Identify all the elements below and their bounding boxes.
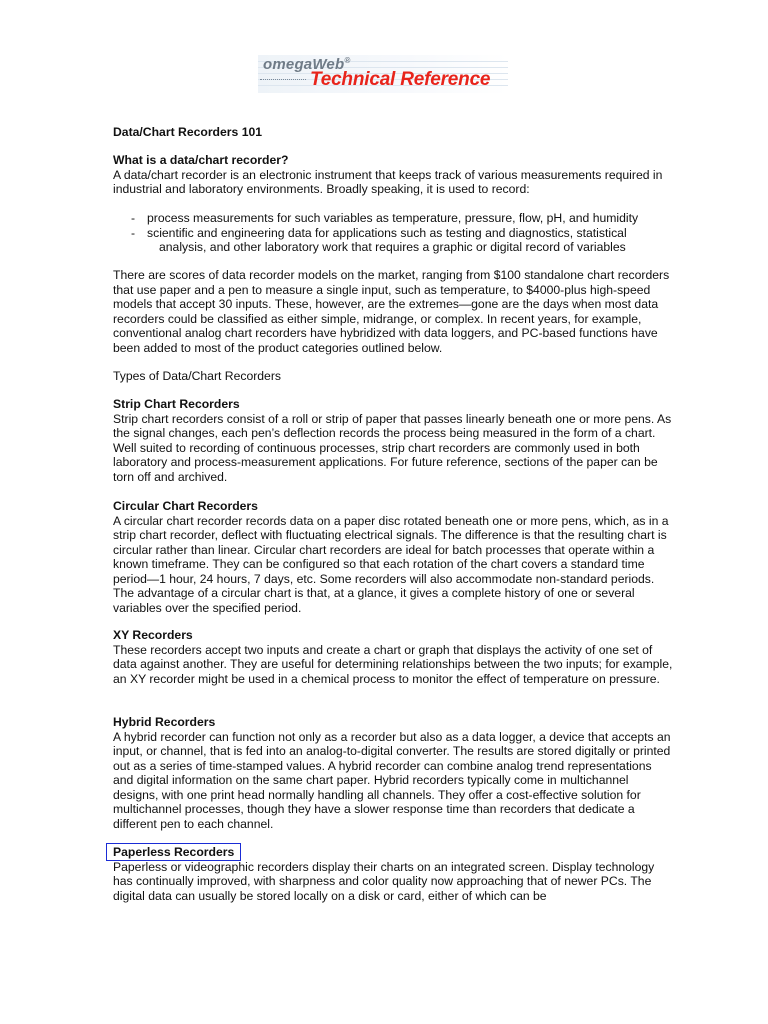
intro-section xyxy=(113,153,673,197)
bullet-text-continued: analysis, and other laboratory work that requires a graphic or digital record of variables xyxy=(159,240,626,254)
bullet-text: process measurements for such variables as temperature, pressure, flow, pH, and humidity xyxy=(147,211,639,225)
bullet-text: scientific and engineering data for applications such as testing and diagnostics, statistical xyxy=(147,225,627,240)
xy-recorders-section xyxy=(113,628,673,686)
paperless-recorders-heading[interactable]: Paperless Recorders xyxy=(106,843,241,861)
xy-recorders-text: These recorders accept two inputs and create a chart or graph that displays the activity of one set of data against another. They are useful for determining relationships between the two inputs; for example, an XY recorder might be used in a chemical process to monitor the effect of temperature on pressure. xyxy=(113,642,673,686)
logo-subtitle: Technical Reference xyxy=(310,69,491,90)
strip-chart-section xyxy=(113,397,673,484)
bullet-dash: - xyxy=(131,211,136,225)
xy-recorders-heading: XY Recorders xyxy=(113,628,193,642)
logo-brand: omegaWeb® xyxy=(263,56,351,73)
paperless-recorders-section xyxy=(113,845,673,903)
circular-chart-heading: Circular Chart Recorders xyxy=(113,499,258,513)
omegaweb-logo xyxy=(258,55,508,93)
paperless-recorders-text: Paperless or videographic recorders display their charts on an integrated screen. Display technology has continually improved, with sharpness and color quality now approaching that of newer PCs. The digital data can usually be stored locally on a disk or card, either of which can be xyxy=(113,859,655,903)
strip-chart-text: Strip chart recorders consist of a roll or strip of paper that passes linearly beneath one or more pens. As the signal changes, each pen’s deflection records the process being measured in the form of a chart. Well suited to recording of continuous processes, strip chart recorders are commonly used in both laboratory and process-measurement applications. For future reference, sections of the paper can be torn off and archived. xyxy=(113,411,672,484)
intro-text: A data/chart recorder is an electronic instrument that keeps track of various measurements required in industrial and laboratory environments. Broadly speaking, it is used to record: xyxy=(113,167,663,196)
logo-dotted-rule xyxy=(260,79,306,80)
hybrid-recorders-heading: Hybrid Recorders xyxy=(113,715,216,729)
strip-chart-heading: Strip Chart Recorders xyxy=(113,397,240,411)
overview-paragraph: There are scores of data recorder models on the market, ranging from $100 standalone chart recorders that use paper and a pen to measure a single input, such as temperature, to $4000-plus high-speed models that accept 30 inputs. These, however, are the extremes—gone are the days when most data recorders could be classified as either simple, midrange, or complex. In recent years, for example, conventional analog chart recorders have hybridized with data loggers, and PC-based functions have been added to most of the product categories outlined below. xyxy=(113,268,670,355)
circular-chart-section xyxy=(113,499,673,615)
bullet-item xyxy=(113,211,673,226)
intro-heading: What is a data/chart recorder? xyxy=(113,153,289,167)
circular-chart-text: A circular chart recorder records data on a paper disc rotated beneath one or more pens, which, as in a strip chart recorder, deflect with fluctuating electrical signals. The difference is that the resulting chart is circular rather than linear. Circular chart recorders are ideal for batch processes that operate within a known timeframe. They can be configured so that each rotation of the chart covers a standard time period—1 hour, 24 hours, 7 days, etc. Some recorders will also accommodate non-standard periods. The advantage of a circular chart is that, at a glance, it gives a complete history of one or several variables over the specified period. xyxy=(113,513,669,615)
bullet-dash: - xyxy=(131,225,136,240)
hybrid-recorders-text: A hybrid recorder can function not only as a recorder but also as a data logger, a device that accepts an input, or channel, that is fed into an analog-to-digital converter. The results are stored digitally or printed out as a series of time-stamped values. A hybrid recorder can combine analog trend representations and digital information on the same chart paper. Hybrid recorders typically come in multichannel designs, with one print head normally handling all channels. They offer a cost-effective solution for multichannel processes, though they have a slower response time than recorders that dedicate a different pen to each channel. xyxy=(113,729,671,831)
bullet-item xyxy=(113,226,673,255)
hybrid-recorders-section xyxy=(113,715,673,831)
types-title: Types of Data/Chart Recorders xyxy=(113,369,281,383)
document-title: Data/Chart Recorders 101 xyxy=(113,125,263,139)
intro-bullet-list xyxy=(113,211,673,255)
